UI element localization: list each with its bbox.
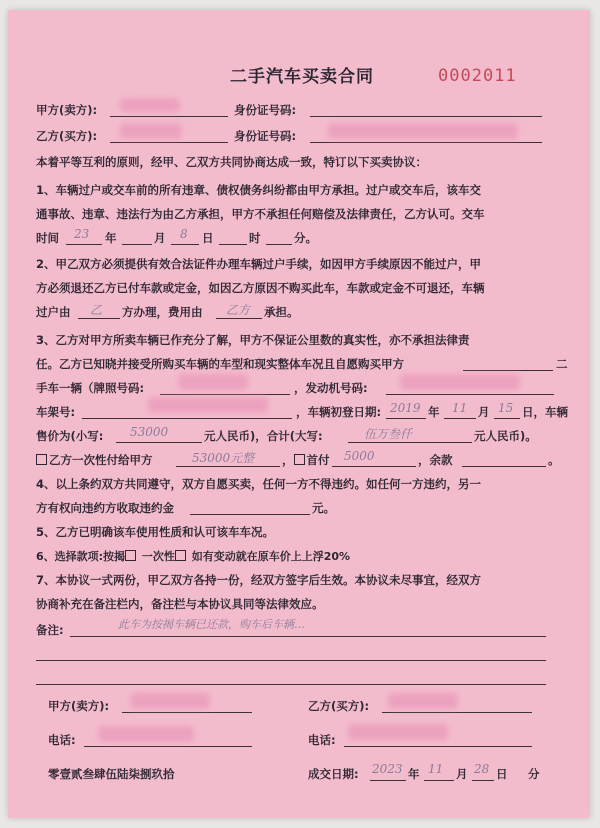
blank-line (266, 244, 292, 245)
clause2-line1: 2、甲乙双方必须提供有效合法证件办理车辆过户手续，如因甲方手续原因不能过户，甲 (36, 257, 481, 271)
intro-text: 本着平等互利的原则，经甲、乙双方共同协商达成一致，特订以下买卖协议： (36, 155, 427, 169)
clause3-line5a: 售价为(小写: (36, 429, 104, 443)
label-day: 日 (202, 231, 214, 245)
deal-year-label: 年 (408, 767, 420, 781)
hw-year: 23 (74, 227, 90, 241)
blank-line (122, 712, 252, 713)
deal-day-label: 日 (496, 767, 508, 781)
hw-pay: 53000元整 (192, 451, 255, 465)
clause1-line2: 通事故、违章、违法行为由乙方承担，甲方不承担任何赔偿及法律责任，乙方认可。交车 (36, 207, 485, 221)
redaction (130, 693, 210, 709)
checkbox-one-time[interactable] (175, 550, 186, 561)
redaction (120, 98, 180, 112)
blank-line (444, 418, 476, 419)
blank-line (472, 780, 494, 781)
hw-deal-year: 2023 (372, 762, 403, 776)
blank-line (386, 394, 554, 395)
blank-line (370, 780, 406, 781)
blank-line (122, 244, 152, 245)
blank-line (348, 442, 472, 443)
hw-deal-month: 11 (428, 762, 444, 776)
serial-number: 0002011 (438, 66, 517, 86)
hw-deal-day: 28 (474, 762, 490, 776)
phone-label-b: 电话: (308, 733, 336, 747)
clause3-line6d: ，余款 (418, 453, 453, 467)
label-hour: 时 (249, 231, 261, 245)
clause3-line2-end: 二 (556, 357, 568, 371)
label-day-vehicle: 日，车辆 (522, 405, 568, 419)
blank-line (82, 418, 292, 419)
redaction (328, 123, 518, 139)
redaction (348, 724, 448, 740)
clause3-line3b: ，发动机号码: (294, 381, 368, 395)
deal-month-label: 月 (456, 767, 468, 781)
redaction (388, 693, 458, 709)
clause2-line2: 方必须退还乙方已付车款或定金，如因乙方原因不购买此车，车款或定金不可退还，车辆 (36, 281, 485, 295)
comma: ， (282, 453, 294, 467)
id-line-a (310, 116, 542, 117)
footer-digits: 零壹贰叁肆伍陆柒捌玖拾 (48, 767, 175, 781)
party-b-line (110, 142, 228, 143)
blank-line (332, 466, 416, 467)
hw-date-month: 11 (452, 401, 468, 415)
blank-line (216, 318, 262, 319)
checkbox-first[interactable] (294, 454, 305, 465)
blank-line (463, 370, 553, 371)
blank-line (78, 318, 120, 319)
hw-day: 8 (180, 227, 188, 241)
clause4-line2b: 元。 (312, 501, 335, 515)
clause3-line1: 3、乙方对甲方所卖车辆已作充分了解，甲方不保证公里数的真实性，亦不承担法律责 (36, 333, 470, 347)
redaction (148, 397, 268, 413)
hw-date-day: 15 (498, 401, 514, 415)
hw-party2: 乙方 (226, 303, 251, 317)
blank-line (462, 466, 546, 467)
party-b-label: 乙方(买方): (36, 129, 98, 143)
hw-party1: 乙 (90, 303, 103, 317)
clause3-line3a: 手车一辆（牌照号码: (36, 381, 145, 395)
label-pay-once: 乙方一次性付给甲方 (49, 453, 153, 467)
clause2-line3b: 方办理，费用由 (122, 305, 203, 319)
blank-line (116, 442, 202, 443)
remarks-label: 备注: (36, 623, 64, 637)
checkbox-mortgage[interactable] (125, 550, 136, 561)
document-title: 二手汽车买卖合同 (230, 67, 374, 87)
label-year: 年 (428, 405, 440, 419)
clause4-line1: 4、以上条约双方共同遵守，双方自愿买卖，任何一方不得违约。如任何一方违约，另一 (36, 477, 481, 491)
label-minute: 分。 (294, 231, 317, 245)
clause7-line2: 协商补充在备注栏内，备注栏与本协议具同等法律效应。 (36, 597, 324, 611)
remarks-line-3 (36, 684, 546, 685)
party-a-line (110, 116, 228, 117)
label-month: 月 (478, 405, 490, 419)
hw-date-year: 2019 (390, 401, 421, 415)
clause5: 5、乙方已明确该车使用性质和认可该车车况。 (36, 525, 274, 539)
clause2-line3c: 承担。 (264, 305, 299, 319)
id-label-a: 身份证号码: (234, 103, 297, 117)
sign-a-label: 甲方(卖方): (48, 699, 110, 713)
label-one-time: 一次性 (141, 550, 175, 563)
blank-line (84, 746, 252, 747)
hw-price-upper: 伍万叁仟 (364, 427, 413, 441)
hw-remarks: 此车为按揭车辆已还款，购车后车辆… (118, 618, 305, 631)
blank-line (424, 780, 454, 781)
blank-line (160, 394, 290, 395)
label-mortgage: 6、选择款项:按揭 (36, 550, 126, 563)
label-month: 月 (154, 231, 166, 245)
redaction (98, 726, 194, 742)
id-label-b: 身份证号码: (234, 129, 297, 143)
blank-line (66, 244, 102, 245)
redaction (120, 123, 182, 139)
label-year: 年 (105, 231, 117, 245)
clause1-line1: 1、车辆过户或交车前的所有违章、债权债务纠纷都由甲方承担。过户或交车后，该车交 (36, 183, 481, 197)
id-line-b (310, 142, 542, 143)
clause3-line2: 任。乙方已知晓并接受所购买车辆的车型和现实整体车况且自愿购买甲方 (36, 357, 404, 371)
clause3-line6e: 。 (548, 453, 560, 467)
clause3-line5b: 元人民币)，合计(大写: (204, 429, 323, 443)
clause6 (36, 548, 350, 564)
clause4-line2a: 方有权向违约方收取违约金 (36, 501, 174, 515)
sign-b-label: 乙方(买方): (308, 699, 370, 713)
clause3-line6b (282, 452, 330, 468)
label-first-pay: 首付 (306, 453, 330, 467)
blank-line (382, 712, 532, 713)
redaction (400, 374, 520, 390)
blank-line (176, 466, 280, 467)
blank-line (219, 244, 247, 245)
clause1-time-label: 时间 (36, 231, 59, 245)
hw-price: 53000 (130, 425, 169, 439)
phone-label-a: 电话: (48, 733, 76, 747)
clause3-line6a (36, 452, 153, 468)
clause3-line5c: 元人民币)。 (474, 429, 537, 443)
deal-minute-label: 分 (528, 767, 540, 781)
contract-paper (8, 10, 590, 818)
blank-line (386, 418, 426, 419)
checkbox-once[interactable] (36, 454, 47, 465)
clause2-line3a: 过户由 (36, 305, 71, 319)
clause7-line1: 7、本协议一式两份，甲乙双方各持一份，经双方签字后生效。本协议未尽事宜，经双方 (36, 573, 481, 587)
clause3-line4a: 车架号: (36, 405, 76, 419)
label-price-float: 如有变动就在原车价上上浮20% (191, 550, 351, 563)
blank-line (190, 514, 310, 515)
blank-line (171, 244, 199, 245)
remarks-line-1 (70, 636, 546, 637)
remarks-line-2 (36, 660, 546, 661)
redaction (178, 374, 248, 390)
blank-line (344, 746, 532, 747)
hw-first: 5000 (344, 449, 375, 463)
blank-line (494, 418, 520, 419)
clause3-line4b: ，车辆初登日期: (296, 405, 382, 419)
party-a-label: 甲方(卖方): (36, 103, 98, 117)
deal-date-label: 成交日期: (308, 767, 359, 781)
